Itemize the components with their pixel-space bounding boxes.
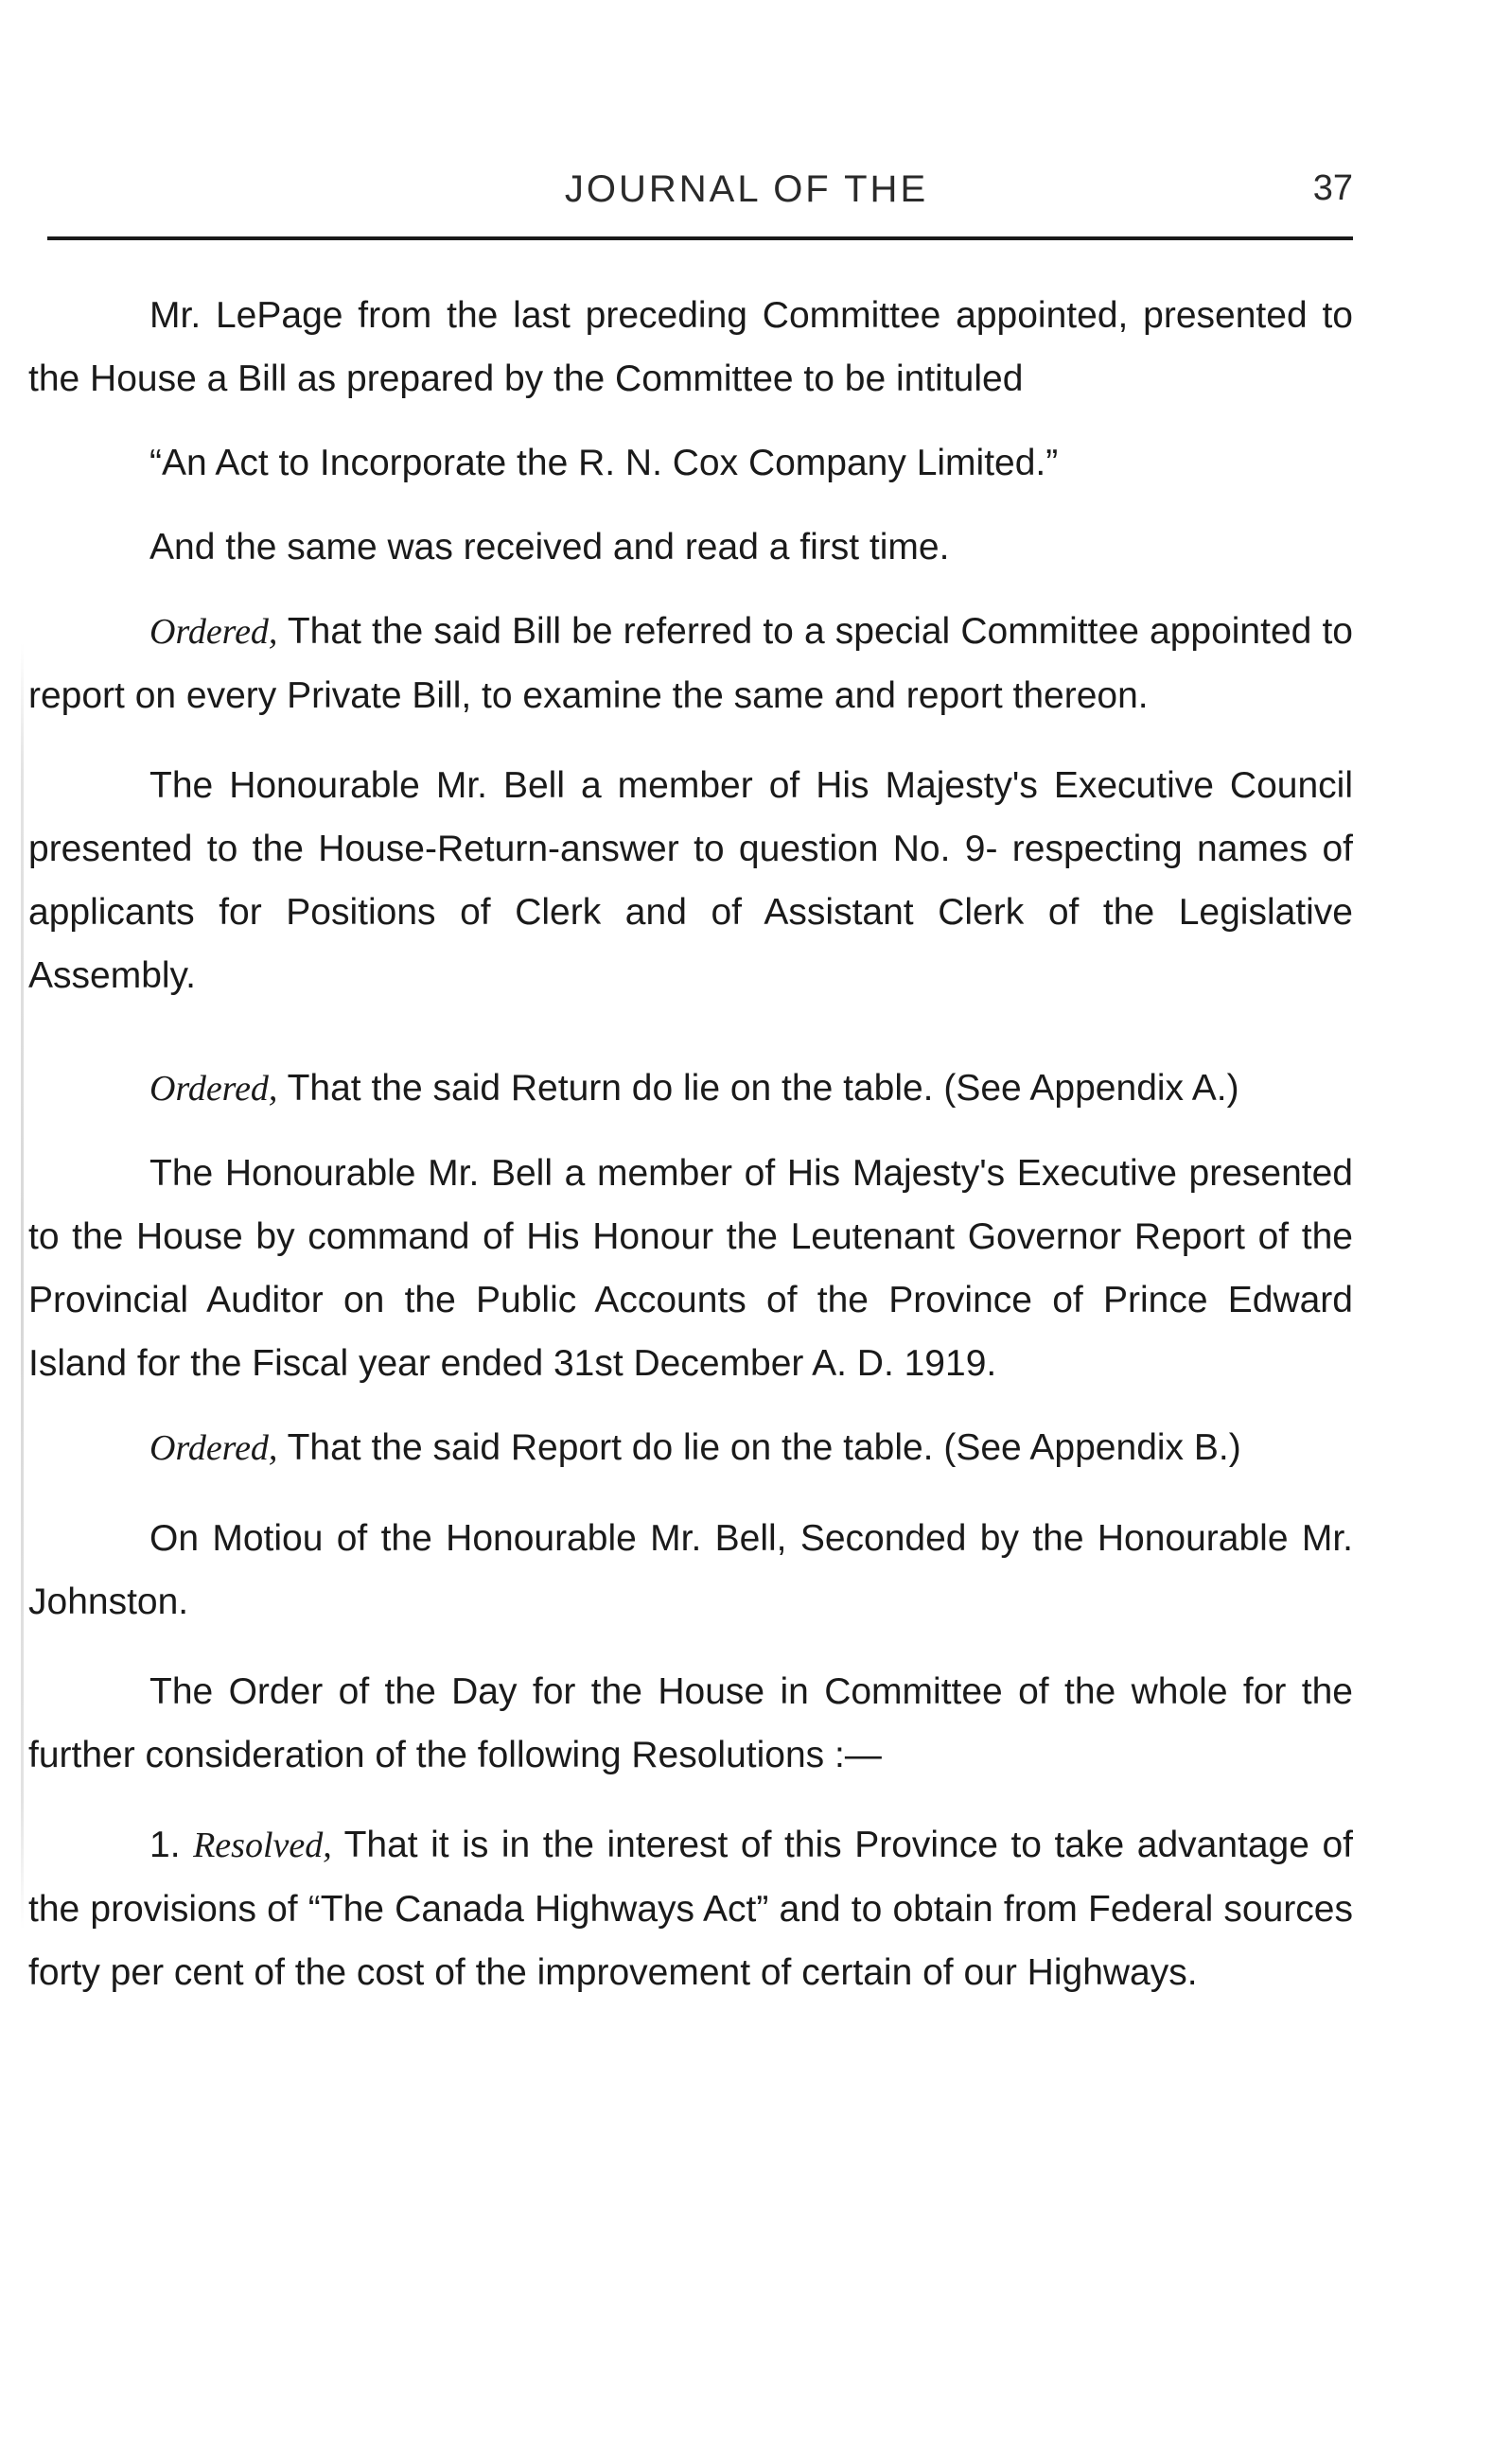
- paragraph-first-reading: [28, 516, 1353, 579]
- paragraph-text: Mr. LePage from the last preceding Committee appointed, presented to the House a Bill as prepared by the Committee to be intituled: [28, 295, 1353, 399]
- paragraph-text: That the said Report do lie on the table. (See Appendix B.): [287, 1427, 1241, 1468]
- paragraph-motion: [28, 1507, 1353, 1634]
- ordered-lead: Ordered,: [149, 1069, 278, 1109]
- binding-shadow: [21, 643, 24, 1930]
- header-rule: [47, 236, 1353, 240]
- journal-body: [28, 284, 1353, 2004]
- paragraph-text: “An Act to Incorporate the R. N. Cox Company Limited.”: [149, 443, 1059, 483]
- paragraph-ordered-return: [28, 1057, 1353, 1121]
- paragraph-auditor-report: [28, 1142, 1353, 1395]
- paragraph-text: That it is in the interest of this Province to take advantage of the provisions of “The Canada Highways Act” and to obtain from Federal sources forty per cent of the cost of the improvement of certain of our Highways.: [28, 1825, 1353, 1993]
- paragraph-text: That the said Return do lie on the table. (See Appendix A.): [287, 1068, 1239, 1109]
- resolved-lead: Resolved,: [193, 1826, 332, 1865]
- paragraph-text: And the same was received and read a first time.: [149, 527, 950, 568]
- paragraph-ordered-referred: [28, 600, 1353, 727]
- paragraph-text: The Honourable Mr. Bell a member of His Majesty's Executive Council presented to the House-Return-answer to question No. 9- respecting names of applicants for Positions of Clerk and of Assistant Clerk of the Legislative Assembly.: [28, 765, 1353, 996]
- resolution-number: 1.: [149, 1825, 181, 1865]
- paragraph-text: That the said Bill be referred to a special Committee appointed to report on every Private Bill, to examine the same and report thereon.: [28, 611, 1353, 716]
- paragraph-act-title: [28, 431, 1353, 495]
- paragraph-ordered-report: [28, 1416, 1353, 1480]
- paragraph-text: The Order of the Day for the House in Committee of the whole for the further consideration of the following Resolutions :—: [28, 1671, 1353, 1775]
- ordered-lead: Ordered,: [149, 612, 278, 652]
- running-header: JOURNAL OF THE: [564, 168, 929, 210]
- paragraph-order-of-day: [28, 1660, 1353, 1787]
- paragraph-text: The Honourable Mr. Bell a member of His Majesty's Executive presented to the House by command of His Honour the Leutenant Governor Report of the Provincial Auditor on the Public Accounts of the Province of Prince Edward Island for the Fiscal year ended 31st December A. D. 1919.: [28, 1153, 1353, 1384]
- paragraph-resolution-1: [28, 1813, 1353, 2004]
- paragraph-bill-presented: [28, 284, 1353, 411]
- ordered-lead: Ordered,: [149, 1428, 278, 1468]
- page-number: 37: [1312, 168, 1353, 208]
- paragraph-return-presented: [28, 754, 1353, 1007]
- paragraph-text: On Motiou of the Honourable Mr. Bell, Seconded by the Honourable Mr. Johnston.: [28, 1518, 1353, 1622]
